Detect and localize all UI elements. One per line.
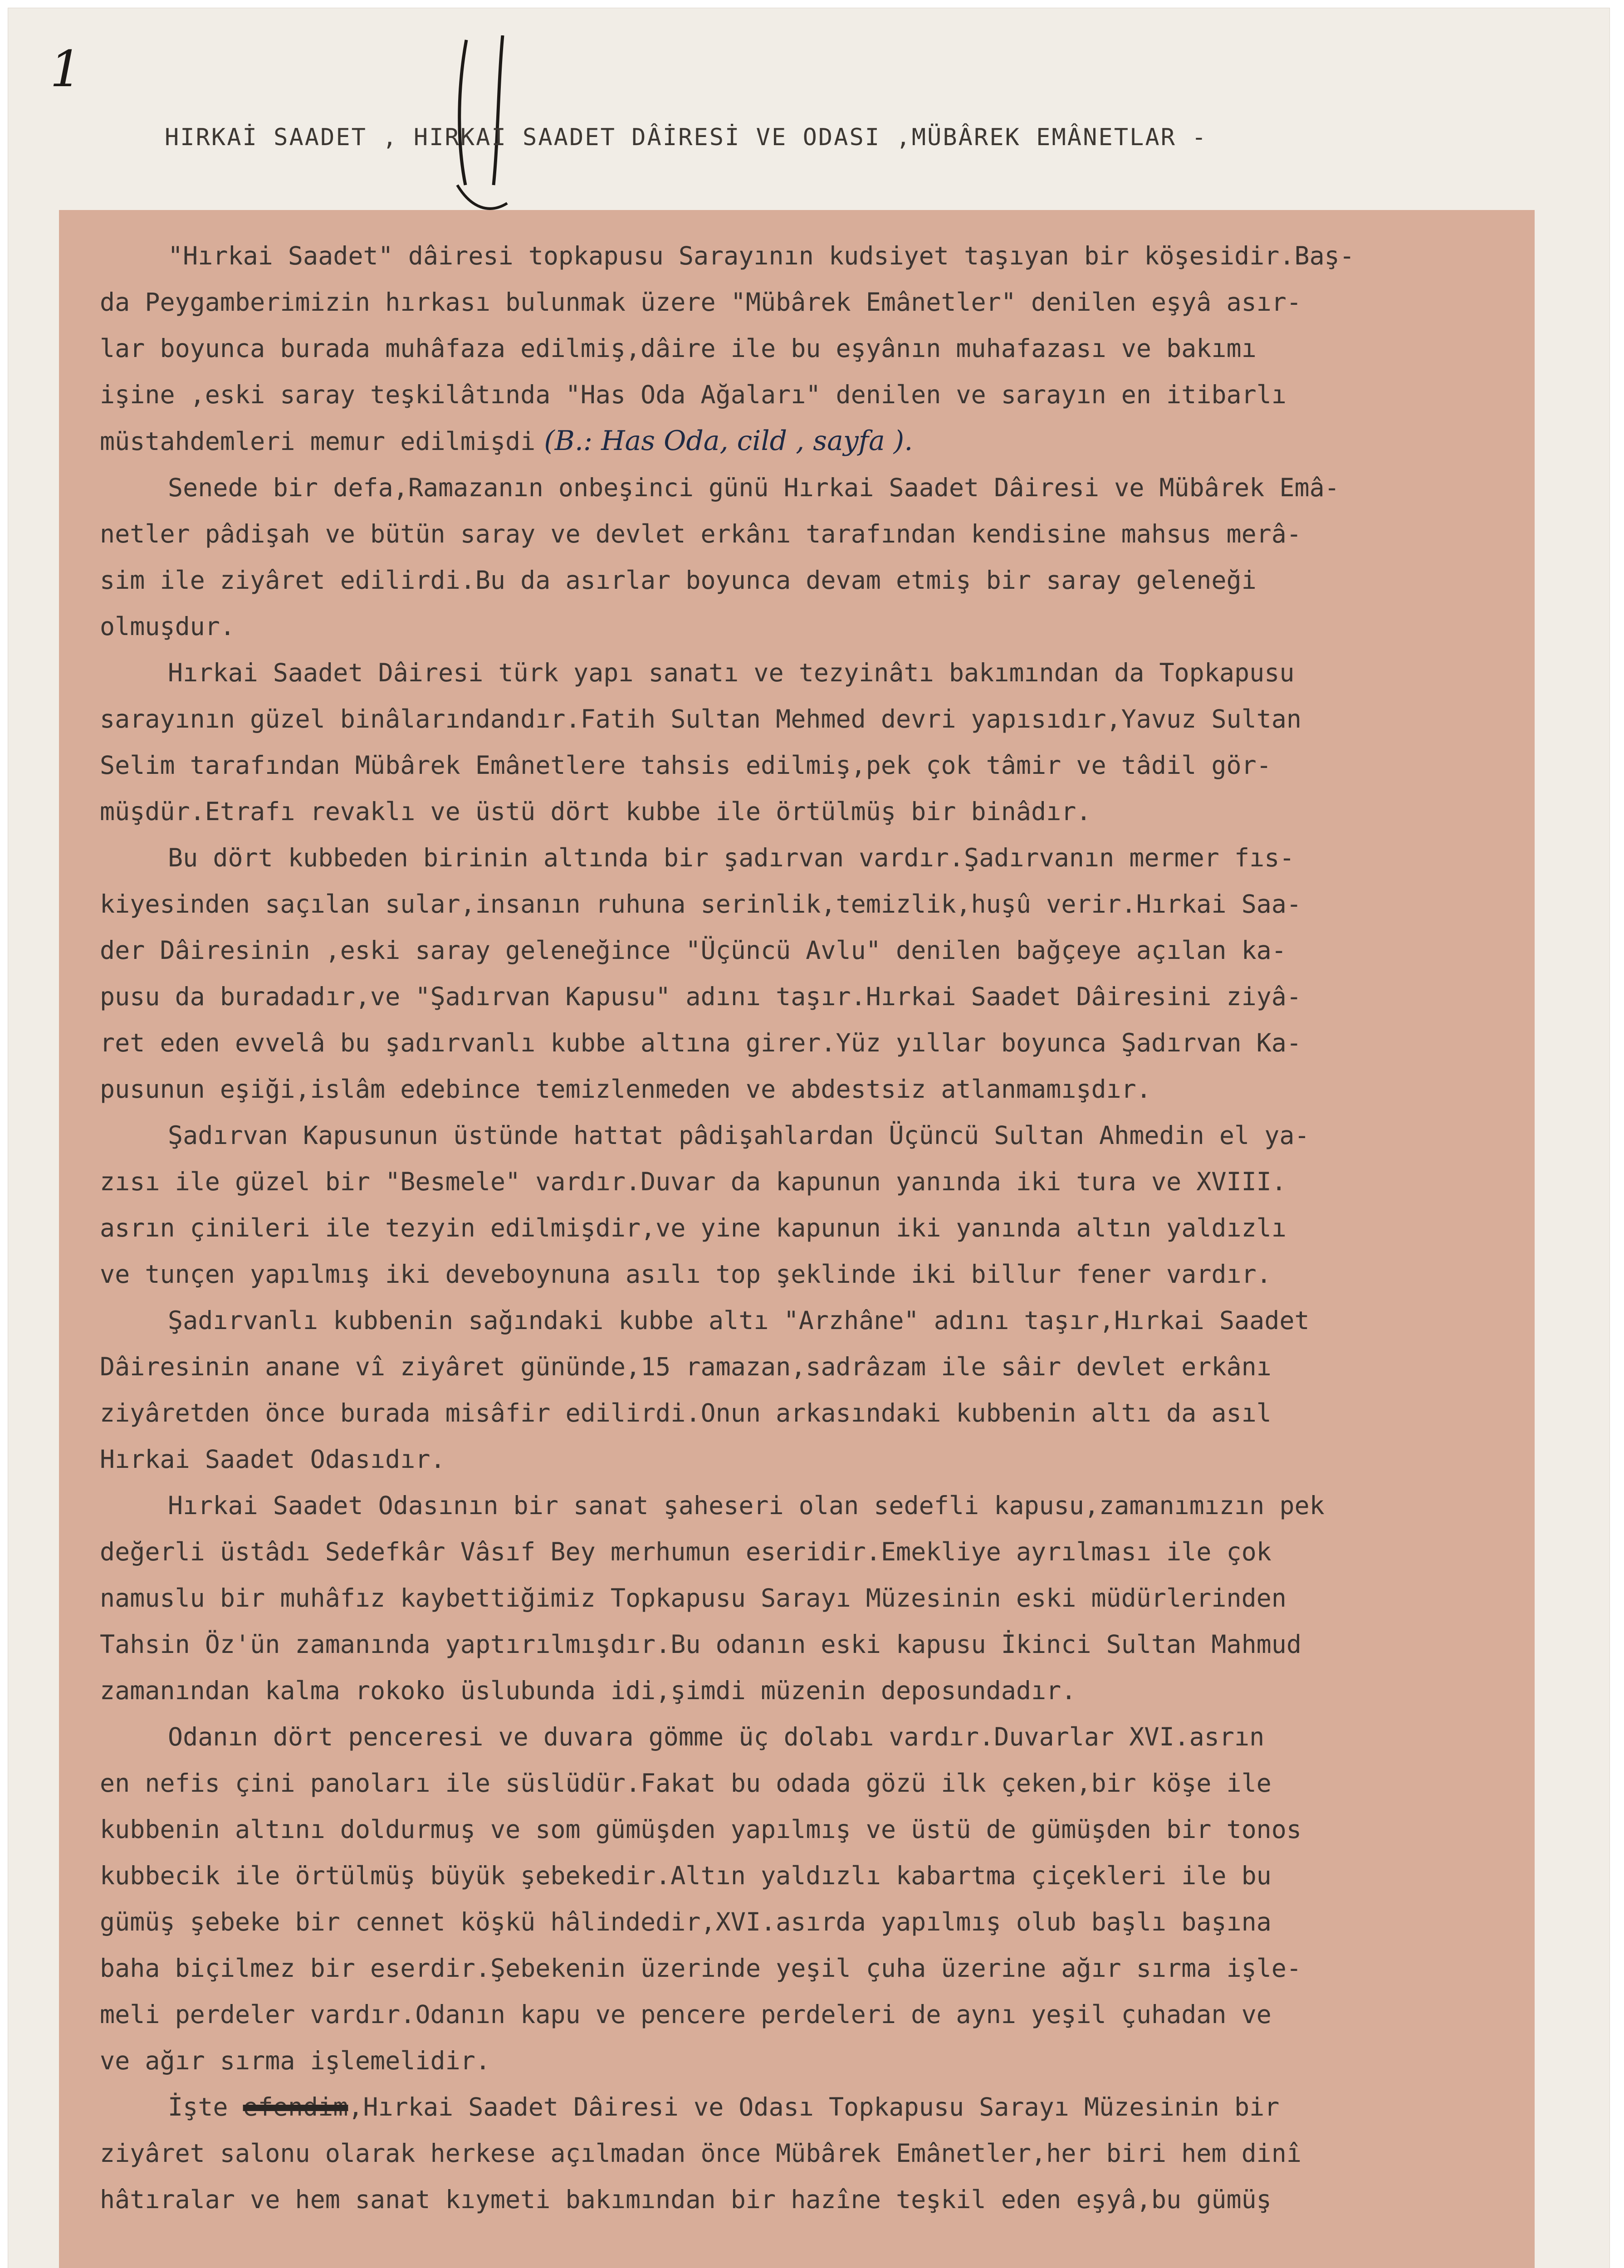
handwritten-note: (B.: Has Oda, cild , sayfa ). (535, 425, 913, 457)
struck-word: efendim (243, 2092, 348, 2121)
text-line: pusunun eşiği,islâm edebince temizlenmeden ve abdestsiz atlanmamışdır. (100, 1075, 1151, 1104)
text-line: işine ,eski saray teşkilâtında "Has Oda Ağaları" denilen ve sarayın en itibarlı (100, 380, 1286, 409)
text-line: da Peygamberimizin hırkası bulunmak üzere "Mübârek Emânetler" denilen eşyâ asır- (100, 288, 1302, 317)
document-page (8, 8, 1609, 2268)
text-line: namuslu bir muhâfız kaybettiğimiz Topkapusu Sarayı Müzesinin eski müdürlerinden (100, 1584, 1286, 1613)
text-line: Odanın dört penceresi ve duvara gömme üç dolabı vardır.Duvarlar XVI.asrın (168, 1722, 1265, 1751)
text-line: ve tunçen yapılmış iki deveboynuna asılı top şeklinde iki billur fener vardır. (100, 1260, 1272, 1289)
text-line: "Hırkai Saadet" dâiresi topkapusu Sarayının kudsiyet taşıyan bir köşesidir.Baş- (168, 241, 1355, 270)
text-line: kubbenin altını doldurmuş ve som gümüşden yapılmış ve üstü de gümüşden bir tonos (100, 1815, 1302, 1844)
document-title: HIRKAİ SAADET , HIRKAI SAADET DÂİRESİ VE ODASI ,MÜBÂREK EMÂNETLAR - (165, 124, 1208, 151)
text-line: pusu da buradadır,ve "Şadırvan Kapusu" adını taşır.Hırkai Saadet Dâiresini ziyâ- (100, 982, 1302, 1011)
text-line: sim ile ziyâret edilirdi.Bu da asırlar boyunca devam etmiş bir saray geleneği (100, 566, 1257, 595)
text-line: Şadırvan Kapusunun üstünde hattat pâdişahlardan Üçüncü Sultan Ahmedin el ya- (168, 1121, 1310, 1150)
text-line: zısı ile güzel bir "Besmele" vardır.Duvar da kapunun yanında iki tura ve XVIII. (100, 1167, 1286, 1196)
text-line: Hırkai Saadet Dâiresi türk yapı sanatı ve tezyinâtı bakımından da Topkapusu (168, 658, 1295, 687)
text-line: Tahsin Öz'ün zamanında yaptırılmışdır.Bu odanın eski kapusu İkinci Sultan Mahmud (100, 1630, 1302, 1659)
text-line: zamanından kalma rokoko üslubunda idi,şimdi müzenin deposundadır. (100, 1676, 1076, 1705)
text-line: meli perdeler vardır.Odanın kapu ve pencere perdeleri de aynı yeşil çuhadan ve (100, 2000, 1272, 2029)
text-line: olmuşdur. (100, 612, 235, 641)
text-line: ziyâret salonu olarak herkese açılmadan önce Mübârek Emânetler,her biri hem dinî (100, 2139, 1302, 2168)
text-line: kiyesinden saçılan sular,insanın ruhuna serinlik,temizlik,huşû verir.Hırkai Saa- (100, 890, 1302, 919)
text-line: değerli üstâdı Sedefkâr Vâsıf Bey merhumun eseridir.Emekliye ayrılması ile çok (100, 1537, 1272, 1566)
typed-text-block (59, 210, 1535, 2268)
body-text (100, 233, 1526, 2223)
text-line: gümüş şebeke bir cennet köşkü hâlindedir,XVI.asırda yapılmış olub başlı başına (100, 1907, 1272, 1936)
text-line: kubbecik ile örtülmüş büyük şebekedir.Altın yaldızlı kabartma çiçekleri ile bu (100, 1861, 1272, 1890)
text-line: İşte efendim,Hırkai Saadet Dâiresi ve Odası Topkapusu Sarayı Müzesinin bir (168, 2092, 1280, 2121)
text-line: Senede bir defa,Ramazanın onbeşinci günü Hırkai Saadet Dâiresi ve Mübârek Emâ- (168, 473, 1340, 502)
text-line: Hırkai Saadet Odasının bir sanat şaheseri olan sedefli kapusu,zamanımızın pek (168, 1491, 1325, 1520)
text-line: ve ağır sırma işlemelidir. (100, 2046, 490, 2075)
text-line: Bu dört kubbeden birinin altında bir şadırvan vardır.Şadırvanın mermer fıs- (168, 843, 1295, 872)
text-line: Selim tarafından Mübârek Emânetlere tahsis edilmiş,pek çok tâmir ve tâdil gör- (100, 751, 1272, 780)
text-line: müstahdemleri memur edilmişdi (B.: Has Oda, cild , sayfa ). (100, 425, 913, 457)
text-line: hâtıralar ve hem sanat kıymeti bakımından bir hazîne teşkil eden eşyâ,bu gümüş (100, 2185, 1272, 2214)
text-line: lar boyunca burada muhâfaza edilmiş,dâire ile bu eşyânın muhafazası ve bakımı (100, 334, 1257, 363)
text-line: netler pâdişah ve bütün saray ve devlet erkânı tarafından kendisine mahsus merâ- (100, 519, 1302, 548)
text-line: en nefis çini panoları ile süslüdür.Fakat bu odada gözü ilk çeken,bir köşe ile (100, 1769, 1272, 1798)
text-line: baha biçilmez bir eserdir.Şebekenin üzerinde yeşil çuha üzerine ağır sırma işle- (100, 1954, 1302, 1983)
text-line: Hırkai Saadet Odasıdır. (100, 1445, 445, 1474)
text-line: Şadırvanlı kubbenin sağındaki kubbe altı "Arzhâne" adını taşır,Hırkai Saadet (168, 1306, 1310, 1335)
text-line: Dâiresinin anane vî ziyâret gününde,15 ramazan,sadrâzam ile sâir devlet erkânı (100, 1352, 1272, 1381)
line-prefix: İşte (168, 2092, 243, 2121)
text-line: müşdür.Etrafı revaklı ve üstü dört kubbe ile örtülmüş bir binâdır. (100, 797, 1091, 826)
text-line: asrın çinileri ile tezyin edilmişdir,ve yine kapunun iki yanında altın yaldızlı (100, 1213, 1286, 1242)
text-line: ret eden evvelâ bu şadırvanlı kubbe altına girer.Yüz yıllar boyunca Şadırvan Ka- (100, 1028, 1302, 1057)
text-line: sarayının güzel binâlarındandır.Fatih Sultan Mehmed devri yapısıdır,Yavuz Sultan (100, 704, 1302, 733)
text-line: der Dâiresinin ,eski saray geleneğince "Üçüncü Avlu" denilen bağçeye açılan ka- (100, 936, 1286, 965)
page-number: 1 (50, 40, 82, 98)
text-line: ziyâretden önce burada misâfir edilirdi.Onun arkasındaki kubbenin altı da asıl (100, 1398, 1272, 1427)
